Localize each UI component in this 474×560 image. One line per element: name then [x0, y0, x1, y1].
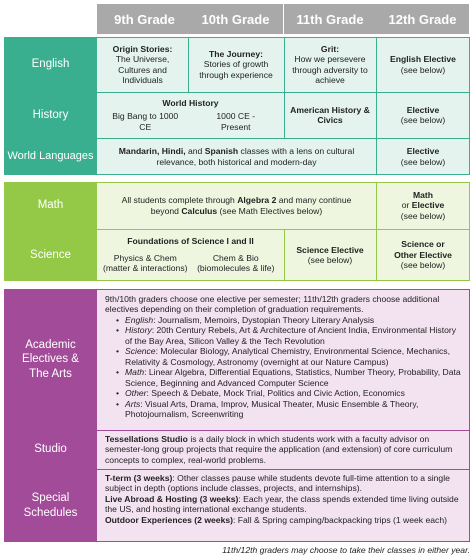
- row-label-english: English: [4, 37, 97, 92]
- studio-content: Tessellations Studio is a daily block in which students work with a faculty advisor on semester-long group projects that require the application (and extension) of core curriculum concepts to complex, real-world problems.: [105, 434, 453, 465]
- english-11th: Grit: How we persevere through adversity to achieve: [292, 43, 368, 85]
- grade-header-11: 11th Grade: [284, 4, 376, 34]
- row-label-world-languages: World Languages: [4, 138, 97, 175]
- grade-header-9: 9th Grade: [97, 4, 192, 34]
- elective-science: • Science: Molecular Biology, Analytical Chemistry, Environmental Science, Mechanics, Relativity & Cosmology, Astronomy (overnight at our Nature Campus): [115, 346, 462, 367]
- history-12th: Elective (see below): [400, 104, 446, 125]
- math-12th: Math or Elective (see below): [400, 189, 446, 221]
- electives-content: [97, 289, 470, 430]
- row-label-special-schedules: Special Schedules: [4, 469, 97, 542]
- grade-header-10: 10th Grade: [188, 4, 283, 34]
- row-label-studio: Studio: [4, 430, 97, 469]
- elective-arts: • Arts: Visual Arts, Drama, Improv, Musical Theater, Music Ensemble & Theory, Photojournalism, Screenwriting: [115, 399, 462, 420]
- elective-other: • Other: Speech & Debate, Mock Trial, Politics and Civic Action, Economics: [115, 388, 462, 398]
- english-9th: Origin Stories: The Universe, Cultures and Individuals: [112, 43, 173, 85]
- history-world-history: World History Big Bang to 1000 CE 1000 CE - Present: [112, 97, 256, 132]
- elective-english: • English: Journalism, Memoirs, Dystopian Theory Literary Analysis: [115, 315, 462, 325]
- electives-intro: 9th/10th graders choose one elective per semester; 11th/12th graders choose additional electives depending on their completion of graduation requirements.: [105, 294, 440, 315]
- row-label-electives: Academic Electives & The Arts: [4, 289, 97, 430]
- science-12th: Science or Other Elective (see below): [394, 239, 452, 271]
- languages-main: Mandarin, Hindi, and Spanish classes with a lens on cultural relevance, both historical and modern-day: [118, 146, 355, 167]
- science-foundations: Foundations of Science I and II Physics & Chem (matter & interactions) Chem & Bio (biomolecules & life): [102, 236, 275, 274]
- footnote: 11th/12th graders may choose to take their classes in either year.: [222, 545, 470, 555]
- math-main: All students complete through Algebra 2 and many continue beyond Calculus (see Math Electives below): [121, 195, 352, 216]
- row-label-history: History: [4, 92, 97, 138]
- science-11th: Science Elective (see below): [296, 244, 364, 265]
- elective-math: • Math: Linear Algebra, Differential Equations, Statistics, Number Theory, Probability, Data Science, Beginning and Advanced Computer Science: [115, 367, 462, 388]
- history-11th: American History & Civics: [290, 104, 370, 125]
- english-10th: The Journey: Stories of growth through experience: [199, 48, 273, 80]
- elective-history: • History: 20th Century Rebels, Art & Architecture of Ancient India, Environmental History of the Bay Area, Silicon Valley & the Tech Revolution: [115, 325, 462, 346]
- languages-12th: Elective (see below): [400, 146, 446, 167]
- row-label-science: Science: [4, 229, 97, 281]
- grade-header-12: 12th Grade: [376, 4, 469, 34]
- special-content: T-term (3 weeks): Other classes pause while students devote full-time attention to a single subject in depth (options include classes, projects, and internships). Live Abroad & Hosting (3 weeks): Each year, the class spends extended time living outside the US, and hosting international exchange students. Outdoor Experiences (2 weeks): Fall & Spring camping/backpacking trips (1 week each): [105, 473, 459, 525]
- row-label-math: Math: [4, 182, 97, 229]
- english-12th: English Elective (see below): [390, 54, 456, 75]
